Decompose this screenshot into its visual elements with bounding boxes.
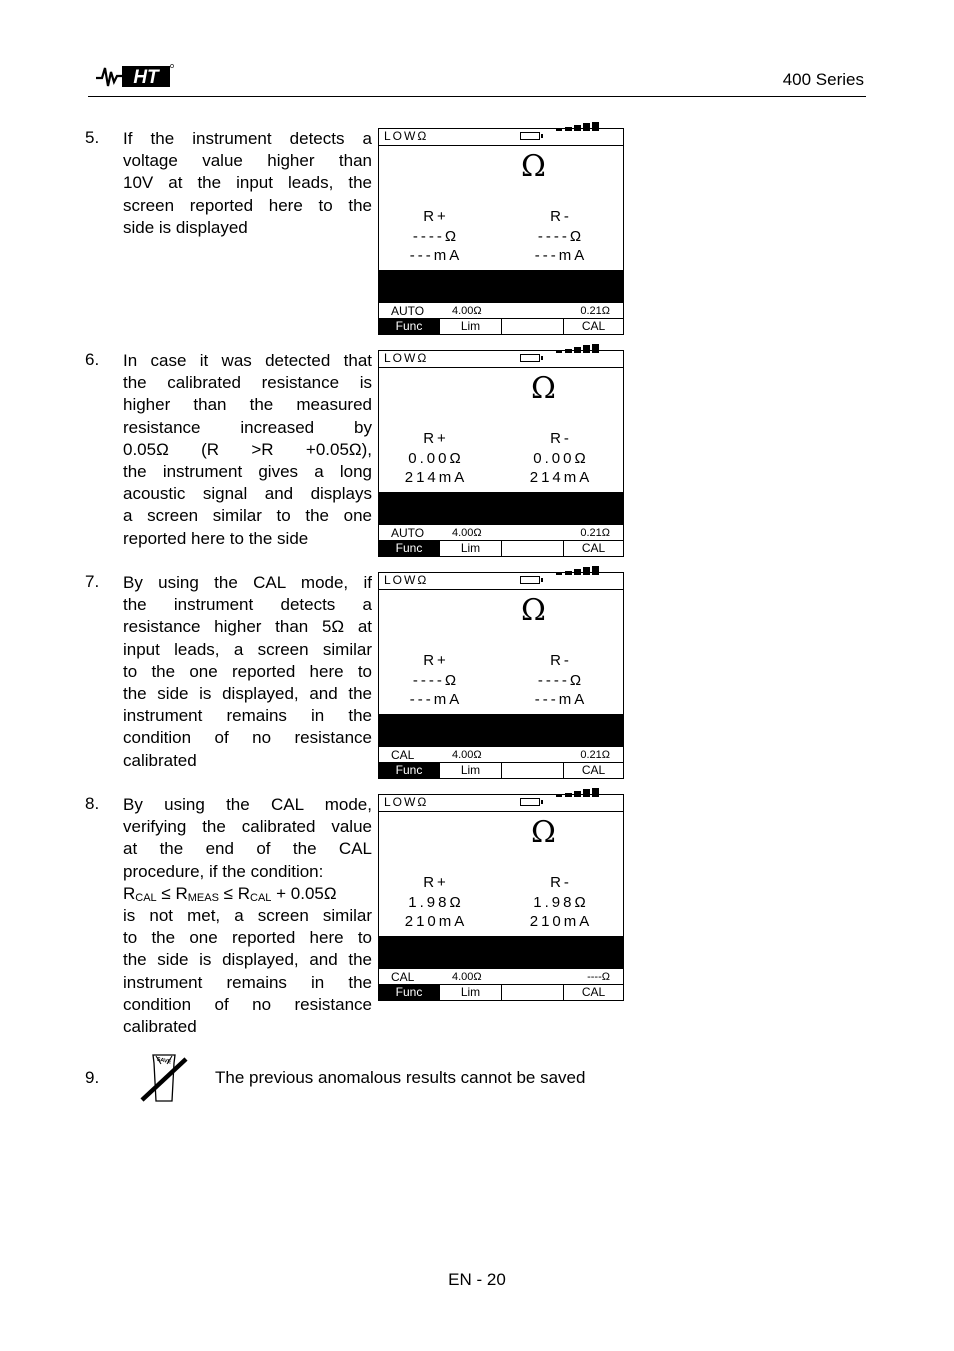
text-line: resistance increased by [123,417,372,437]
text-line: a screen similar to the one [123,506,372,526]
status-value: CAL [391,970,415,984]
func-key[interactable]: Func [379,763,440,779]
r-minus-label: R- [550,208,572,225]
text-line: In case it was detected that [123,351,372,370]
text-line: the instrument gives a long [123,461,372,481]
text-line: to the one reported here to [123,928,372,948]
screen-status-bar [379,351,623,368]
text-line: verifying the calibrated value [123,817,372,837]
omega-symbol: Ω [531,371,556,406]
cal-key[interactable]: CAL [581,541,606,555]
r-plus-current: 214mA [404,469,468,486]
function-keys [379,540,623,557]
item-number-9: 9. [85,1068,100,1087]
r-minus-current: 210mA [529,913,593,930]
mode-label: LOWΩ [384,573,429,587]
func-key[interactable]: Func [379,985,440,1001]
r-plus-column [386,873,486,932]
instrument-screen [378,794,624,1001]
text-line: By using the CAL mode, if [123,573,372,592]
r-plus-current: 210mA [404,913,468,930]
text-line: input leads, a screen similar [123,639,372,659]
limit-value: 4.00Ω [452,305,482,317]
battery-icon [520,354,540,362]
text-line: resistance higher than 5Ω at [123,617,372,637]
text-line: procedure, if the condition: [123,861,324,881]
r-minus-column [511,207,611,266]
r-minus-resistance: ----Ω [537,227,585,245]
r-minus-current: ---mA [534,691,588,708]
function-keys [379,762,623,779]
func-key[interactable]: Func [379,319,440,335]
r-plus-current: ---mA [409,691,463,708]
blank-key[interactable] [502,319,564,335]
cal-value: 0.21Ω [580,749,610,761]
r-plus-resistance: ----Ω [412,227,460,245]
text-line: condition of no resistance [123,728,372,748]
limit-value: 4.00Ω [452,971,482,983]
item-number: 7. [85,572,100,591]
r-plus-current: ---mA [409,247,463,264]
mode-label: LOWΩ [384,351,429,365]
status-value: AUTO [391,304,425,318]
text-line: the calibrated resistance is [123,373,372,393]
item-number: 5. [85,128,100,147]
battery-icon [520,576,540,584]
svg-text:SAVE: SAVE [156,1056,172,1066]
r-plus-label: R+ [423,430,449,447]
text-line: screen reported here to the [123,195,372,215]
text-line: to the one reported here to [123,661,372,681]
text-line: instrument remains in the [123,706,372,726]
lim-key[interactable]: Lim [440,541,502,557]
r-plus-label: R+ [423,874,449,891]
status-value: AUTO [391,526,425,540]
r-plus-label: R+ [423,652,449,669]
cal-value: ----Ω [587,971,610,983]
blank-key[interactable] [502,541,564,557]
parameter-row [379,526,623,540]
battery-icon [520,132,540,140]
r-plus-resistance: 1.98Ω [408,893,464,911]
r-plus-label: R+ [423,208,449,225]
r-minus-column [511,429,611,488]
r-minus-label: R- [550,652,572,669]
text-line: the side is displayed, and the [123,950,372,970]
func-key[interactable]: Func [379,541,440,557]
message-bar [379,714,623,747]
text-line: condition of no resistance [123,994,372,1014]
text-line: at the end of the CAL [123,839,372,859]
text-line: If the instrument detects a [123,129,372,148]
text-line: 0.05Ω (R >R +0.05Ω), [123,439,372,459]
blank-key[interactable] [502,763,564,779]
r-plus-column [386,207,486,266]
message-bar [379,270,623,303]
r-minus-current: ---mA [534,247,588,264]
mode-label: LOWΩ [384,129,429,143]
limit-value: 4.00Ω [452,749,482,761]
blank-key[interactable] [502,985,564,1001]
text-line: side is displayed [123,217,248,237]
status-value: CAL [391,748,415,762]
cal-value: 0.21Ω [580,305,610,317]
omega-symbol: Ω [521,593,546,628]
text-line: voltage value higher than [123,151,372,171]
parameter-row [379,748,623,762]
lim-key[interactable]: Lim [440,319,502,335]
screen-status-bar [379,795,623,812]
text-line: the side is displayed, and the [123,683,372,703]
text-line: By using the CAL mode, [123,795,372,814]
mode-label: LOWΩ [384,795,429,809]
item-text [123,572,372,772]
svg-text:HT: HT [133,67,159,88]
screen-status-bar [379,129,623,146]
function-keys [379,984,623,1001]
item-9-text: The previous anomalous results cannot be saved [215,1068,586,1087]
r-minus-column [511,873,611,932]
omega-symbol: Ω [521,149,546,184]
text-line: the instrument detects a [123,595,372,615]
screen-status-bar [379,573,623,590]
r-plus-resistance: 0.00Ω [408,449,464,467]
cal-key[interactable]: CAL [581,985,606,999]
cal-key[interactable]: CAL [581,763,606,777]
r-plus-column [386,429,486,488]
r-minus-current: 214mA [529,469,593,486]
text-line: calibrated [123,1016,197,1036]
save-disabled-icon [138,1053,190,1105]
message-bar [379,936,623,969]
r-minus-resistance: 0.00Ω [533,449,589,467]
parameter-row [379,970,623,984]
instrument-screen [378,128,624,335]
r-minus-resistance: ----Ω [537,671,585,689]
instrument-screen [378,350,624,557]
cal-key[interactable]: CAL [581,319,606,333]
text-line: higher than the measured [123,395,372,415]
ht-logo [94,62,174,90]
cal-value: 0.21Ω [580,527,610,539]
text-line: is not met, a screen similar [123,905,372,925]
text-line: calibrated [123,750,197,770]
page-number: EN - 20 [448,1270,506,1289]
message-bar [379,492,623,525]
r-minus-resistance: 1.98Ω [533,893,589,911]
text-line: acoustic signal and displays [123,484,372,504]
item-text [123,350,372,550]
function-keys [379,318,623,335]
instrument-screen [378,572,624,779]
lim-key[interactable]: Lim [440,763,502,779]
r-minus-label: R- [550,874,572,891]
parameter-row [379,304,623,318]
item-number: 6. [85,350,100,369]
item-text [123,128,372,239]
r-plus-column [386,651,486,710]
text-line: instrument remains in the [123,972,372,992]
r-plus-resistance: ----Ω [412,671,460,689]
item-number: 8. [85,794,100,813]
text-line: 10V at the input leads, the [123,173,372,193]
limit-value: 4.00Ω [452,527,482,539]
text-line: reported here to the side [123,528,309,548]
page-header [88,60,866,97]
omega-symbol: Ω [531,815,556,850]
r-minus-column [511,651,611,710]
item-text [123,794,372,1038]
r-minus-label: R- [550,430,572,447]
condition-formula: $R_{CAL} \le R_{MEAS} \le R_{CAL} + 0.05\Omega$ [123,883,337,904]
lim-key[interactable]: Lim [440,985,502,1001]
battery-icon [520,798,540,806]
series-title: 400 Series [782,70,864,89]
